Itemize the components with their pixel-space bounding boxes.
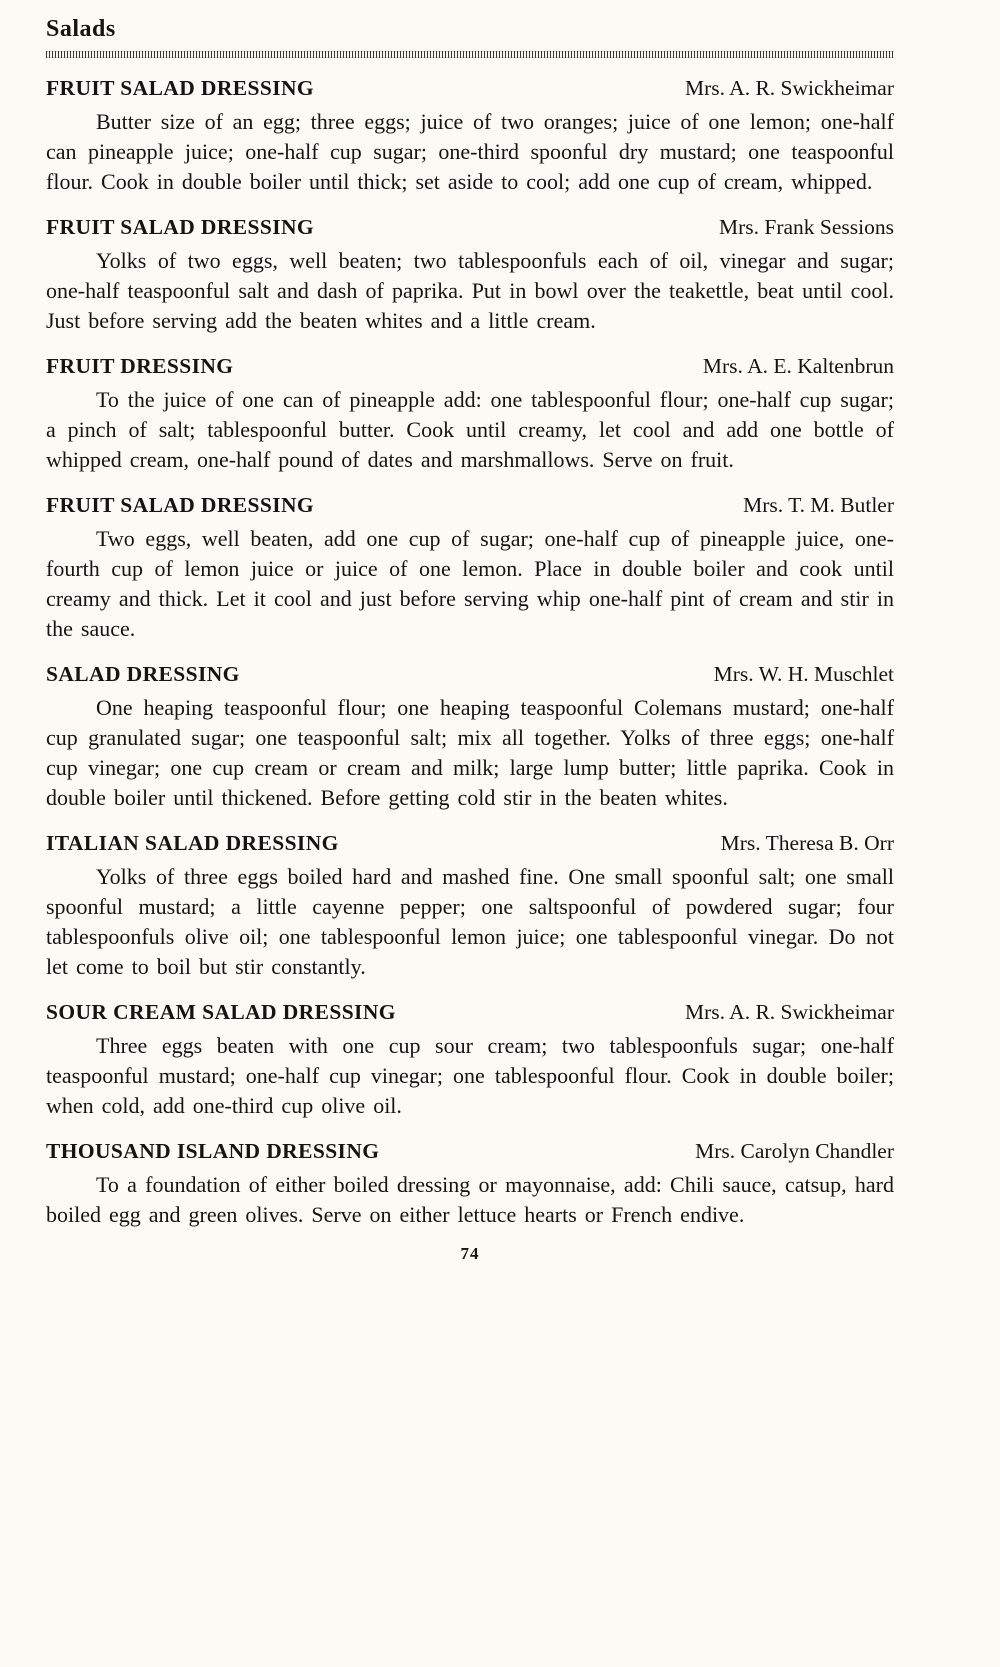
recipe <box>46 76 894 197</box>
decorative-rule <box>46 51 894 58</box>
recipe-author: Mrs. A. R. Swickheimar <box>684 76 894 100</box>
recipe-body: Yolks of three eggs boiled hard and mashed fine. One small spoonful salt; one small spoonful mustard; a little cayenne pepper; one saltspoonful of powdered sugar; four tablespoonfuls olive oil; one tablespoonful lemon juice; one tablespoonful vinegar. Do not let come to boil but stir constantly. <box>46 864 894 979</box>
recipe <box>46 215 894 336</box>
recipe-title: SALAD DRESSING <box>46 662 240 686</box>
recipe <box>46 662 894 813</box>
recipe-header <box>46 1000 894 1025</box>
recipe-header <box>46 215 894 240</box>
recipe-header <box>46 76 894 101</box>
recipe-title: FRUIT DRESSING <box>46 354 234 378</box>
recipe-header <box>46 354 894 379</box>
recipe-author: Mrs. Carolyn Chandler <box>695 1139 894 1163</box>
recipe-author: Mrs. T. M. Butler <box>743 493 894 517</box>
recipe-author: Mrs. A. E. Kaltenbrun <box>702 354 894 378</box>
recipe <box>46 493 894 644</box>
recipe-header <box>46 1139 894 1164</box>
recipe-title: FRUIT SALAD DRESSING <box>46 215 315 239</box>
recipe-body: To the juice of one can of pineapple add: one tablespoonful flour; one-half cup sugar; a pinch of salt; tablespoonful butter. Cook until creamy, let cool and add one bottle of whipped cream, one-half pound of dates and marshmallows. Serve on fruit. <box>46 387 894 472</box>
recipe-title: SOUR CREAM SALAD DRESSING <box>46 1000 396 1024</box>
recipe-title: FRUIT SALAD DRESSING <box>46 76 315 100</box>
recipe-author: Mrs. A. R. Swickheimar <box>684 1000 894 1024</box>
page-number: 74 <box>460 1244 480 1263</box>
recipe-body: To a foundation of either boiled dressing or mayonnaise, add: Chili sauce, catsup, hard boiled egg and green olives. Serve on either lettuce hearts or French endive. <box>46 1172 894 1227</box>
recipe-title: THOUSAND ISLAND DRESSING <box>46 1139 380 1163</box>
section-title: Salads <box>46 16 116 42</box>
recipe-body: Yolks of two eggs, well beaten; two tablespoonfuls each of oil, vinegar and sugar; one-half teaspoonful salt and dash of paprika. Put in bowl over the teakettle, beat until cool. Just before serving add the beaten whites and a little cream. <box>46 248 894 333</box>
recipe-header <box>46 831 894 856</box>
recipe-body: Three eggs beaten with one cup sour cream; two tablespoonfuls sugar; one-half teaspoonful mustard; one-half cup vinegar; one tablespoonful flour. Cook in double boiler; when cold, add one-third cup olive oil. <box>46 1033 894 1118</box>
recipe <box>46 354 894 475</box>
recipe-author: Mrs. Theresa B. Orr <box>720 831 894 855</box>
recipe-body: One heaping teaspoonful flour; one heaping teaspoonful Colemans mustard; one-half cup granulated sugar; one teaspoonful salt; mix all together. Yolks of three eggs; one-half cup vinegar; one cup cream or cream and milk; large lump butter; little paprika. Cook in double boiler until thickened. Before getting cold stir in the beaten whites. <box>46 695 894 810</box>
recipe-author: Mrs. W. H. Muschlet <box>713 662 894 686</box>
recipe <box>46 1000 894 1121</box>
recipe <box>46 1139 894 1230</box>
recipe-body: Butter size of an egg; three eggs; juice of two oranges; juice of one lemon; one-half can pineapple juice; one-half cup sugar; one-third spoonful dry mustard; one teaspoonful flour. Cook in double boiler until thick; set aside to cool; add one cup of cream, whipped. <box>46 109 894 194</box>
recipe-header <box>46 662 894 687</box>
recipe-title: FRUIT SALAD DRESSING <box>46 493 315 517</box>
recipe-title: ITALIAN SALAD DRESSING <box>46 831 339 855</box>
recipe-body: Two eggs, well beaten, add one cup of sugar; one-half cup of pineapple juice, one-fourth cup of lemon juice or juice of one lemon. Place in double boiler and cook until creamy and thick. Let it cool and just before serving whip one-half pint of cream and stir in the sauce. <box>46 526 894 641</box>
recipe <box>46 831 894 982</box>
recipe-header <box>46 493 894 518</box>
recipe-author: Mrs. Frank Sessions <box>718 215 894 239</box>
